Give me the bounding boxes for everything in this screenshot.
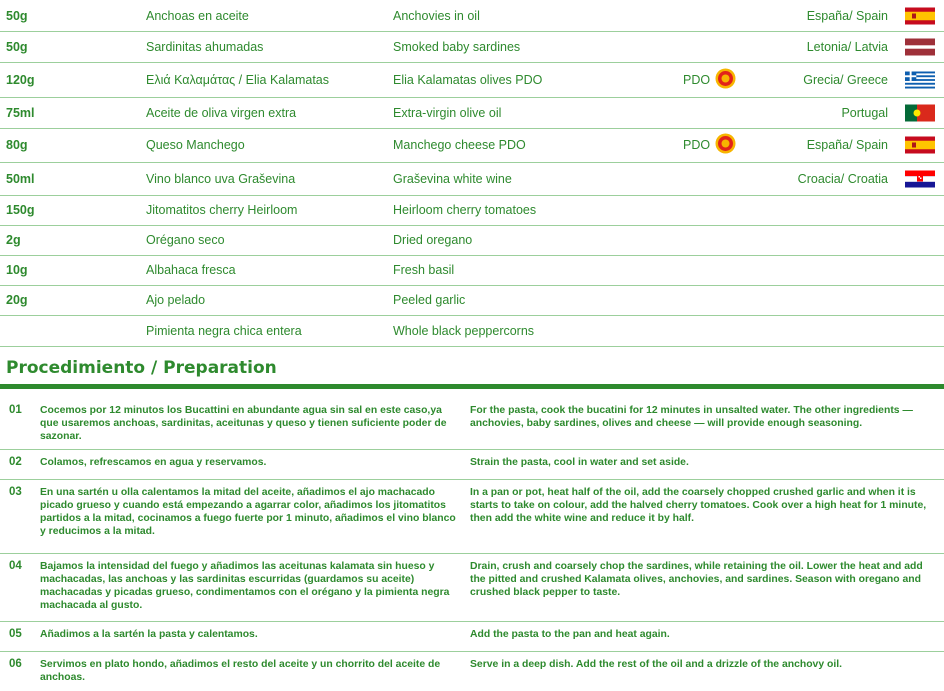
ingredient-row xyxy=(0,315,944,347)
pdo-text: PDO xyxy=(683,72,711,87)
step-text-es: Bajamos la intensidad del fuego y añadimos las aceitunas kalamata sin hueso y machacadas, las anchoas y las sardinitas escurridas (guardamos su aceite) machacadas y picadas grueso, condimentamos con el orégano y la pimienta negra machacada al gusto. xyxy=(40,561,450,611)
step-text-en: For the pasta, cook the bucatini for 12 minutes in unsalted water. The other ingredients — anchovies, baby sardines, olives and cheese — will provide enough seasoning. xyxy=(470,405,913,429)
ingredient-quantity: 50ml xyxy=(6,171,35,186)
ingredient-name-en: Peeled garlic xyxy=(393,293,466,307)
step-text-es: Añadimos a la sartén la pasta y calentamos. xyxy=(40,629,258,640)
ingredient-name-es: Vino blanco uva Graševina xyxy=(146,171,296,186)
step-row xyxy=(0,553,944,622)
pdo-seal-icon xyxy=(715,133,736,157)
ingredient-quantity: 20g xyxy=(6,293,28,307)
step-number: 04 xyxy=(9,560,22,572)
pdo-seal-icon xyxy=(715,68,736,92)
ingredient-row xyxy=(0,0,944,32)
ingredient-quantity: 120g xyxy=(6,72,35,87)
ingredient-quantity: 50g xyxy=(6,8,28,23)
spain-flag-icon xyxy=(905,137,935,154)
ingredient-name-es: Ελιά Καλαμάτας / Elia Kalamatas xyxy=(146,72,329,87)
ingredient-row xyxy=(0,97,944,129)
ingredient-quantity: 150g xyxy=(6,203,35,217)
ingredient-row xyxy=(0,31,944,63)
ingredient-name-en: Fresh basil xyxy=(393,263,455,277)
ingredient-name-es: Jitomatitos cherry Heirloom xyxy=(146,203,298,217)
ingredient-name-en: Graševina white wine xyxy=(393,171,512,186)
step-text-en: Add the pasta to the pan and heat again. xyxy=(470,629,670,640)
preparation-heading: Procedimiento / Preparation xyxy=(6,358,277,378)
croatia-flag-icon xyxy=(905,170,935,187)
step-text-es: Cocemos por 12 minutos los Bucattini en abundante agua sin sal en este caso,ya que usaremos anchoas, sardinitas, aceitunas y queso y tienen suficiente poder de sazonar. xyxy=(40,405,447,442)
ingredient-origin: Portugal xyxy=(841,105,888,120)
ingredient-origin: España/ Spain xyxy=(806,138,888,152)
latvia-flag-icon xyxy=(905,38,935,55)
step-row xyxy=(0,479,944,554)
step-number: 02 xyxy=(9,456,22,468)
ingredient-name-es: Anchoas en aceite xyxy=(146,8,249,23)
ingredient-name-es: Pimienta negra chica entera xyxy=(146,323,302,338)
ingredient-name-en: Smoked baby sardines xyxy=(393,39,521,54)
ingredient-name-es: Aceite de oliva virgen extra xyxy=(146,105,297,120)
step-row xyxy=(0,397,944,450)
step-row xyxy=(0,621,944,652)
spain-flag-icon xyxy=(905,7,935,24)
ingredient-name-en: Heirloom cherry tomatoes xyxy=(393,203,537,217)
ingredient-quantity: 10g xyxy=(6,263,28,277)
ingredient-origin: Letonia/ Latvia xyxy=(806,39,888,54)
ingredient-row xyxy=(0,255,944,286)
ingredient-name-en: Anchovies in oil xyxy=(393,8,480,23)
step-row xyxy=(0,651,944,691)
step-row xyxy=(0,449,944,480)
portugal-flag-icon xyxy=(905,104,935,121)
step-text-es: Servimos en plato hondo, añadimos el resto del aceite y un chorrito del aceite de anchoas. xyxy=(40,659,441,683)
step-number: 01 xyxy=(9,404,22,416)
preparation-divider xyxy=(0,384,944,389)
pdo-text: PDO xyxy=(683,138,711,152)
ingredient-name-en: Manchego cheese PDO xyxy=(393,138,526,152)
step-number: 05 xyxy=(9,628,22,640)
greece-flag-icon xyxy=(905,71,935,88)
step-number: 03 xyxy=(9,486,22,498)
ingredient-origin: España/ Spain xyxy=(806,8,888,23)
ingredient-name-es: Albahaca fresca xyxy=(146,263,236,277)
step-text-en: Serve in a deep dish. Add the rest of the oil and a drizzle of the anchovy oil. xyxy=(470,659,843,670)
step-number: 06 xyxy=(9,658,22,670)
ingredient-name-en: Whole black peppercorns xyxy=(393,323,535,338)
step-text-en: In a pan or pot, heat half of the oil, add the coarsely chopped crushed garlic and when it is starts to take on colour, add the halved cherry tomatoes. Cook over a high heat for 1 minute, then add the white wine and reduce it by half. xyxy=(470,487,927,524)
ingredient-name-es: Queso Manchego xyxy=(146,138,245,152)
ingredient-row xyxy=(0,285,944,316)
ingredient-row xyxy=(0,195,944,226)
step-text-es: En una sartén u olla calentamos la mitad del aceite, añadimos el ajo machacado picado grueso y cuando está empezando a agarrar color, añadimos los jitomatitos partidos a la mitad, cocinamos a fuego fuerte por 1 minuto, añadimos el vino blanco y reducimos a la mitad. xyxy=(40,487,456,537)
ingredient-row xyxy=(0,62,944,98)
step-text-en: Strain the pasta, cool in water and set aside. xyxy=(470,457,689,468)
ingredient-name-es: Orégano seco xyxy=(146,233,225,247)
step-text-en: Drain, crush and coarsely chop the sardines, while retaining the oil. Lower the heat and add the pitted and crushed Kalamata olives, anchovies, and sardines. Season with oregano and crushed black pepper to taste. xyxy=(470,561,923,598)
step-text-es: Colamos, refrescamos en agua y reservamos. xyxy=(40,457,267,468)
ingredient-origin: Grecia/ Greece xyxy=(803,72,888,87)
ingredient-quantity: 75ml xyxy=(6,105,35,120)
ingredient-row xyxy=(0,128,944,163)
ingredient-row xyxy=(0,162,944,196)
ingredient-quantity: 50g xyxy=(6,39,28,54)
ingredient-quantity: 2g xyxy=(6,233,21,247)
ingredient-name-en: Extra-virgin olive oil xyxy=(393,105,502,120)
ingredient-row xyxy=(0,225,944,256)
ingredient-name-es: Sardinitas ahumadas xyxy=(146,39,264,54)
ingredient-origin: Croacia/ Croatia xyxy=(797,171,888,186)
ingredient-name-en: Dried oregano xyxy=(393,233,473,247)
pdo-label xyxy=(683,133,736,157)
ingredient-name-en: Elia Kalamatas olives PDO xyxy=(393,72,543,87)
pdo-label xyxy=(683,68,736,92)
ingredient-name-es: Ajo pelado xyxy=(146,293,206,307)
ingredient-quantity: 80g xyxy=(6,138,28,152)
